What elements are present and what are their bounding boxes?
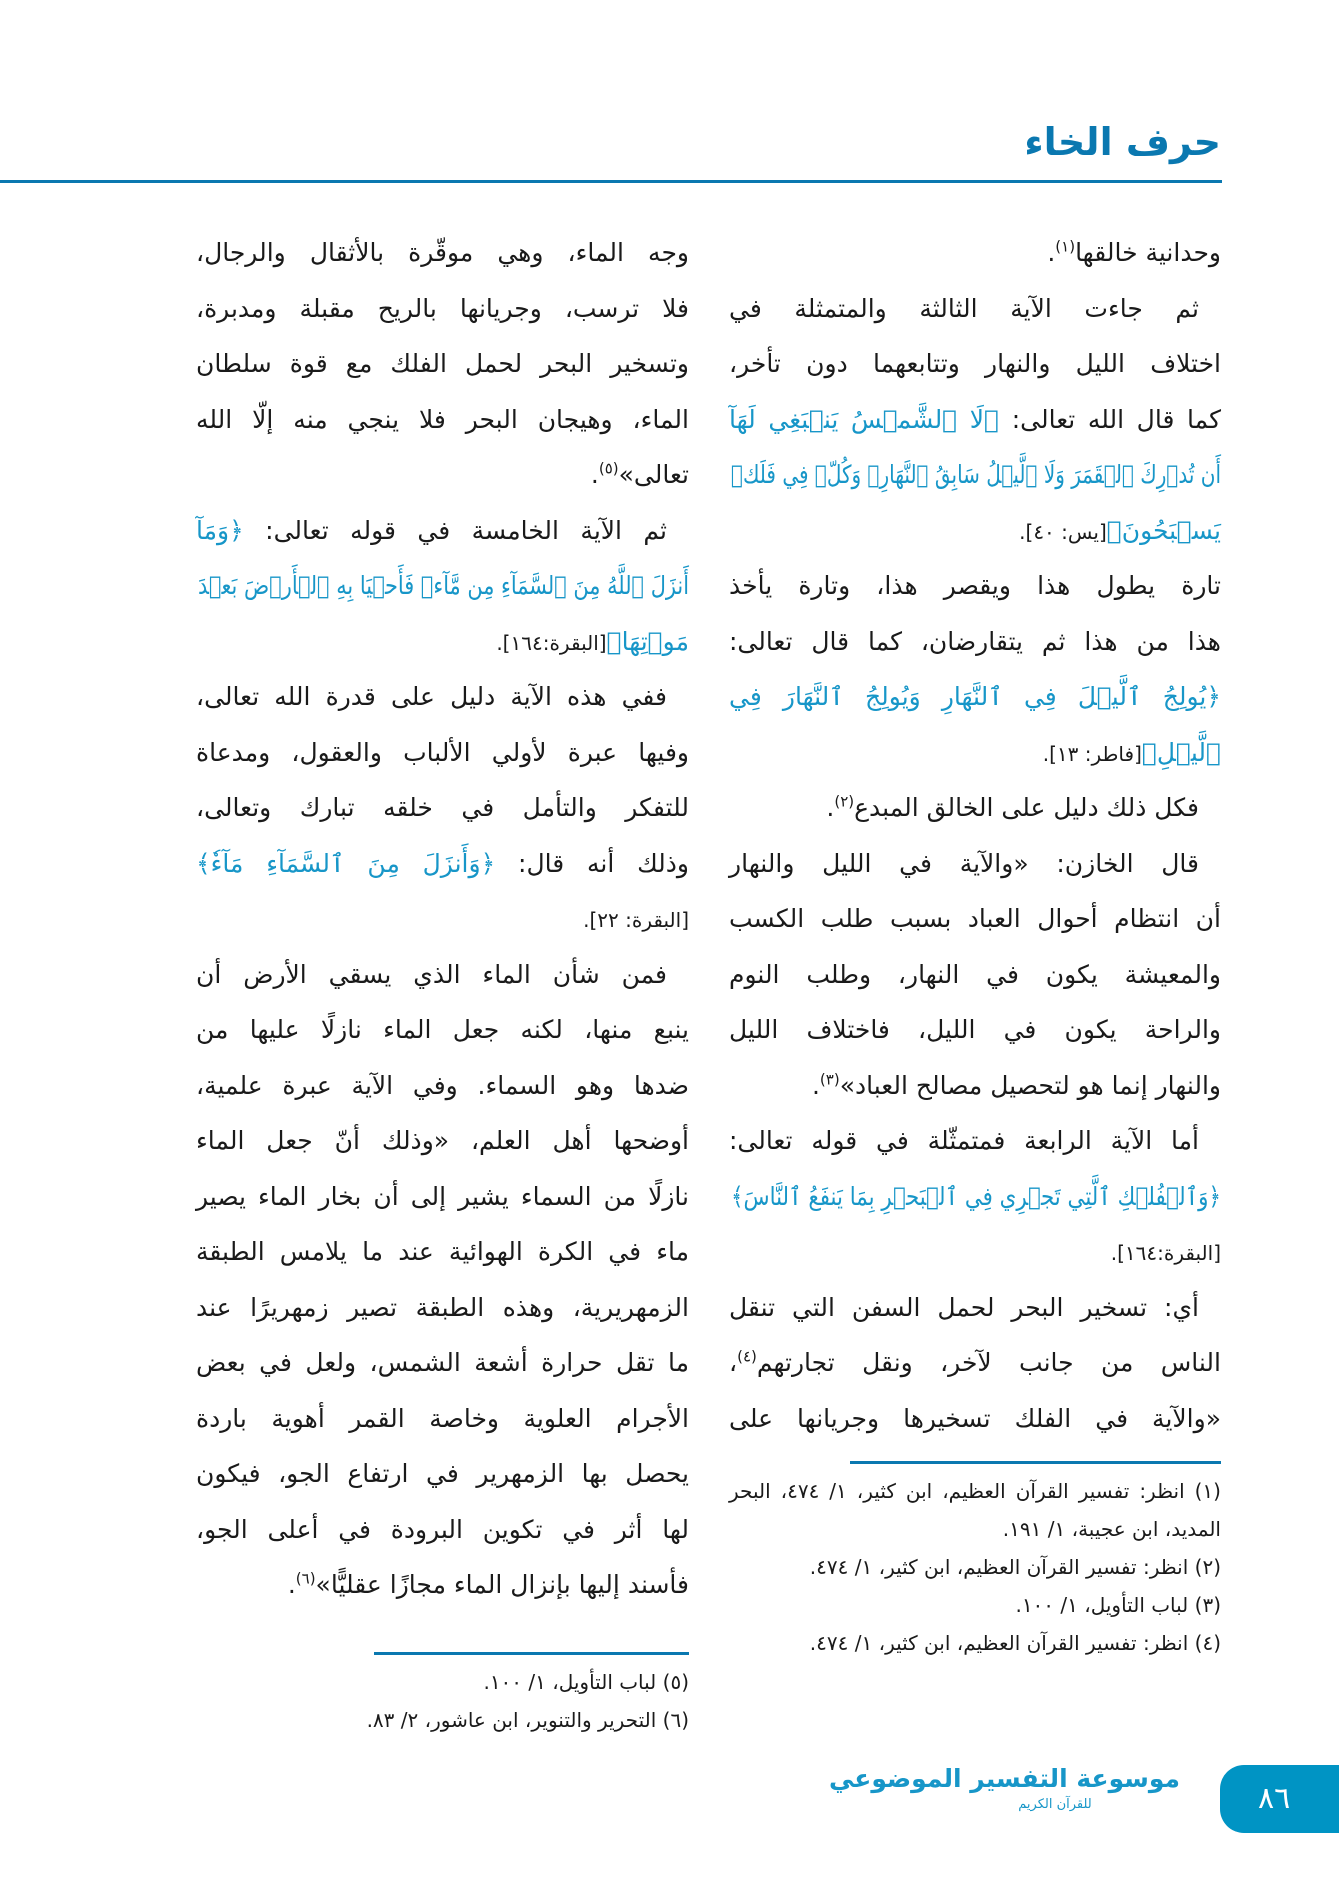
body-text: تارة يطول هذا ويقصر هذا، وتارة يأخذ <box>729 571 1221 600</box>
verse-citation: [فاطر: ١٣]. <box>1042 741 1142 766</box>
body-text: فمن شأن الماء الذي يسقي الأرض أن <box>196 959 667 989</box>
body-text: ففي هذه الآية دليل على قدرة الله تعالى، <box>196 682 667 711</box>
footnote: (٣) لباب التأويل، ١/ ١٠٠. <box>1015 1593 1221 1617</box>
text-line <box>196 1562 689 1608</box>
body-text: . <box>811 1070 820 1100</box>
text-line <box>729 341 1221 387</box>
verse-citation: [البقرة:١٦٤]. <box>1110 1241 1221 1265</box>
text-line <box>196 1229 689 1275</box>
text-line <box>729 785 1221 831</box>
quran-verse: ٱلَّيۡلِ﴾ <box>1141 737 1221 767</box>
body-text: أي: تسخير البحر لحمل السفن التي تنقل <box>729 1292 1199 1322</box>
text-line <box>729 841 1221 887</box>
text-line <box>196 1396 689 1442</box>
footnote-ref: (٥) <box>598 459 619 478</box>
body-text: فكل ذلك دليل على الخالق المبدع <box>854 793 1199 822</box>
verse-citation: [البقرة:١٦٤]. <box>496 630 607 655</box>
body-text: أن انتظام أحوال العباد بسبب طلب الكسب <box>729 904 1221 933</box>
body-text: . <box>287 1570 296 1599</box>
text-line <box>196 896 689 942</box>
text-line <box>729 1007 1221 1053</box>
body-text: وفيها عبرة لأولي الألباب والعقول، ومدعاة <box>196 737 689 767</box>
body-text: أما الآية الرابعة فمتمثّلة في قوله تعالى: <box>729 1126 1199 1155</box>
body-text: للتفكر والتأمل في خلقه تبارك وتعالى، <box>196 793 689 822</box>
text-line <box>729 952 1221 998</box>
footnote-divider-left <box>374 1652 689 1655</box>
header-divider <box>0 180 1222 183</box>
body-text: ثم جاءت الآية الثالثة والمتمثلة في <box>729 293 1199 323</box>
text-line <box>729 619 1221 665</box>
text-line <box>729 730 1221 776</box>
text-line <box>729 896 1221 942</box>
text-line <box>196 1174 689 1220</box>
text-line <box>196 841 689 887</box>
body-text: وجه الماء، وهي موقّرة بالأثقال والرجال، <box>196 238 689 267</box>
quran-verse: ﴿لَا ٱلشَّمۡسُ يَنۢبَغِي لَهَآ <box>729 404 1000 434</box>
body-text: فلا ترسب، وجريانها بالريح مقبلة ومدبرة، <box>196 293 689 323</box>
footnote: (١) انظر: تفسير القرآن العظيم، ابن كثير، ١/ ٤٧٤، البحر المديد، ابن عجيبة، ١/ ١٩١. <box>729 1479 1221 1541</box>
verse-citation: [البقرة: ٢٢]. <box>583 908 689 932</box>
body-text: ثم الآية الخامسة في قوله تعالى: <box>243 515 667 545</box>
text-line <box>729 563 1221 609</box>
body-text: تعالى» <box>618 460 689 489</box>
quran-verse: أَن تُدۡرِكَ ٱلۡقَمَرَ وَلَا ٱلَّيۡلُ سَابِقُ ٱلنَّهَارِۚ وَكُلّٞ فِي فَلَكٖ <box>730 460 1221 489</box>
footnote-ref: (٢) <box>834 792 855 811</box>
text-line <box>196 952 689 998</box>
footnote-ref: (٣) <box>819 1070 840 1089</box>
footnote-ref: (١) <box>1055 237 1076 256</box>
footnote-ref: (٦) <box>295 1569 316 1588</box>
body-text: وتسخير البحر لحمل الفلك مع قوة سلطان <box>196 349 689 378</box>
text-line <box>729 1396 1221 1442</box>
text-line <box>196 452 689 498</box>
body-text: هذا من هذا ثم يتقارضان، كما قال تعالى: <box>729 626 1221 656</box>
text-line <box>729 286 1221 332</box>
quran-verse: أَنزَلَ ٱللَّهُ مِنَ ٱلسَّمَآءِ مِن مَّآءٖ فَأَحۡيَا بِهِ ٱلۡأَرۡضَ بَعۡدَ <box>198 571 689 600</box>
text-line <box>196 674 689 720</box>
body-text: ينبع منها، لكنه جعل الماء نازلًا عليها من <box>196 1015 689 1044</box>
text-line <box>730 1174 1221 1220</box>
body-text: الماء، وهيجان البحر فلا ينجي منه إلّا الله <box>196 404 689 434</box>
body-text: والراحة يكون في الليل، فاختلاف الليل <box>729 1015 1221 1044</box>
body-text: وذلك أنه قال: <box>495 848 689 878</box>
body-text: الزمهريرية، وهذه الطبقة تصير زمهريرًا عند <box>196 1292 689 1322</box>
body-text: فأسند إليها بإنزال الماء مجازًا عقليًّا» <box>315 1570 689 1599</box>
text-line <box>196 1340 689 1386</box>
text-line <box>196 1007 689 1053</box>
body-text: وحدانية خالقها <box>1075 238 1221 267</box>
text-line <box>729 1340 1221 1386</box>
footnotes-left <box>196 1663 689 1739</box>
text-line <box>196 286 689 332</box>
body-text: اختلاف الليل والنهار وتتابعهما دون تأخر، <box>729 349 1221 378</box>
text-line <box>196 1118 689 1164</box>
body-text: نازلًا من السماء يشير إلى أن بخار الماء يصير <box>196 1181 689 1211</box>
text-line <box>730 452 1221 498</box>
body-text: الأجرام العلوية وخاصة القمر أهوية باردة <box>196 1403 689 1433</box>
body-text: كما قال الله تعالى: <box>999 404 1222 434</box>
body-text: يحصل بها الزمهرير في ارتفاع الجو، فيكون <box>196 1459 689 1488</box>
text-line <box>729 508 1221 554</box>
quran-verse: يَسۡبَحُونَ﴾ <box>1106 515 1221 545</box>
text-line <box>196 1063 689 1109</box>
quran-verse: ﴿وَأَنزَلَ مِنَ ٱلسَّمَآءِ مَآءٗ﴾ <box>196 848 496 878</box>
text-line <box>196 730 689 776</box>
text-line <box>196 1285 689 1331</box>
footnote: (٦) التحرير والتنوير، ابن عاشور، ٢/ ٨٣. <box>366 1708 689 1732</box>
body-text: . <box>826 793 835 822</box>
text-line <box>196 508 689 554</box>
text-line <box>196 1451 689 1497</box>
body-text: ما تقل حرارة أشعة الشمس، ولعل في بعض <box>196 1348 689 1377</box>
text-line <box>196 1507 689 1553</box>
encyclopedia-logo <box>828 1762 1180 1814</box>
text-line <box>729 674 1221 720</box>
logo-subtitle: للقرآن الكريم <box>1018 1797 1092 1812</box>
logo-title: موسوعة التفسير الموضوعي <box>828 1764 1180 1793</box>
body-text: ماء في الكرة الهوائية عند ما يلامس الطبقة <box>196 1237 689 1266</box>
text-line <box>196 230 689 276</box>
text-line <box>196 785 689 831</box>
text-line <box>729 1229 1221 1275</box>
text-line <box>198 563 689 609</box>
body-text: ، <box>729 1348 738 1377</box>
body-text: ضدها وهو السماء. وفي الآية عبرة علمية، <box>196 1070 689 1100</box>
footnote: (٤) انظر: تفسير القرآن العظيم، ابن كثير، ١/ ٤٧٤. <box>809 1631 1221 1655</box>
footnote-ref: (٤) <box>737 1347 757 1366</box>
quran-verse: ﴿وَٱلۡفُلۡكِ ٱلَّتِي تَجۡرِي فِي ٱلۡبَحۡرِ بِمَا يَنفَعُ ٱلنَّاسَ﴾ <box>730 1181 1221 1211</box>
body-text: . <box>590 460 599 489</box>
text-line <box>729 230 1221 276</box>
text-line <box>196 619 689 665</box>
body-text: والمعيشة يكون في النهار، وطلب النوم <box>729 959 1221 989</box>
footnotes-right <box>729 1472 1221 1662</box>
footnote: (٢) انظر: تفسير القرآن العظيم، ابن كثير، ١/ ٤٧٤. <box>809 1555 1221 1579</box>
body-text: «والآية في الفلك تسخيرها وجريانها على <box>729 1403 1221 1433</box>
text-line <box>196 341 689 387</box>
text-line <box>729 1118 1221 1164</box>
quran-verse: ﴿وَمَآ <box>196 515 244 545</box>
verse-citation: [يس: ٤٠]. <box>1019 519 1107 544</box>
page-number: ٨٦ <box>1220 1765 1339 1833</box>
footnote-divider-right <box>850 1461 1221 1464</box>
chapter-title: حرف الخاء <box>1024 120 1221 164</box>
quran-verse: ﴿يُولِجُ ٱلَّيۡلَ فِي ٱلنَّهَارِ وَيُولِجُ ٱلنَّهَارَ فِي <box>729 682 1221 711</box>
body-text: قال الخازن: «والآية في الليل والنهار <box>729 848 1199 878</box>
text-line <box>196 397 689 443</box>
text-line <box>729 1063 1221 1109</box>
footnote: (٥) لباب التأويل، ١/ ١٠٠. <box>483 1670 689 1694</box>
body-text: والنهار إنما هو لتحصيل مصالح العباد» <box>839 1070 1221 1100</box>
text-line <box>729 397 1221 443</box>
body-text: . <box>1047 238 1056 267</box>
quran-verse: مَوۡتِهَا﴾ <box>606 626 689 656</box>
body-text: الناس من جانب لآخر، ونقل تجارتهم <box>756 1348 1221 1377</box>
text-line <box>729 1285 1221 1331</box>
body-text: أوضحها أهل العلم، «وذلك أنّ جعل الماء <box>196 1126 689 1155</box>
body-text: لها أثر في تكوين البرودة في أعلى الجو، <box>196 1514 689 1544</box>
